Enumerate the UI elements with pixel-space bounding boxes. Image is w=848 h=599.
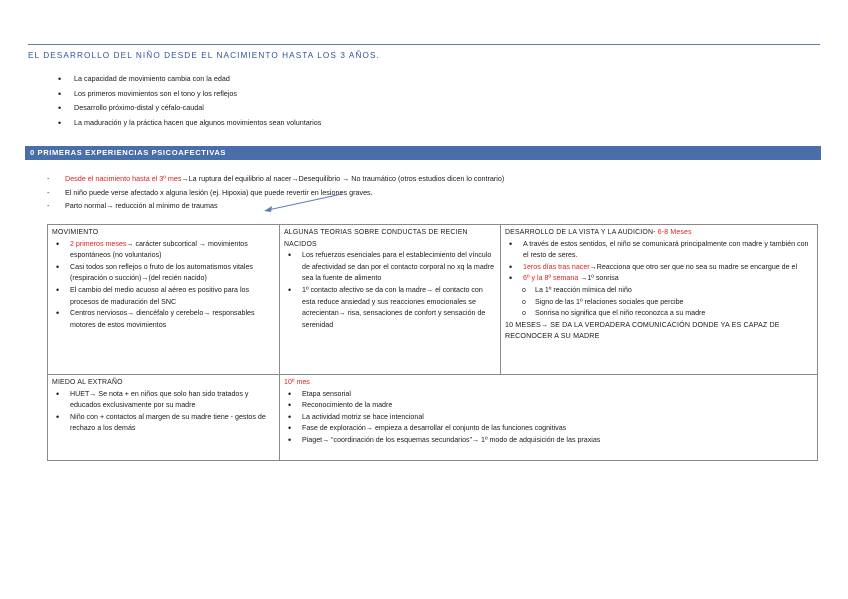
bullet-list [52,389,275,435]
list-item: o La 1º reacción mímica del niño [505,285,813,297]
content-table [47,224,818,461]
section-heading-bar: 0 PRIMERAS EXPERIENCIAS PSICOAFECTIVAS [25,146,821,160]
cell-header: MOVIMIENTO [52,229,99,236]
list-item-text: El cambio del medio acuoso al aéreo es positivo para los procesos de maduración del SNC [70,285,250,306]
cell-header: ALGUNAS TEORIAS SOBRE CONDUCTAS DE RECIEN NACIDOS [284,229,468,248]
red-highlight: 1eros días tras nacer [523,262,590,271]
list-item [505,239,813,262]
bullet-list [284,389,813,447]
intro-bullet-list [56,72,321,130]
list-item-text: → carácter subcortical → movimientos espontáneos (no voluntarios) [70,239,248,260]
cell-header [505,227,813,239]
bullet-list [284,250,496,331]
list-item: • Reconocimiento de la madre [284,400,813,412]
cell-header: 10º mes [284,378,310,386]
list-item [505,262,813,274]
list-item: • HUET→ Se nota + en niños que solo han sido tratados y educados exclusivamente por su madre [52,389,275,412]
bullet-list [52,239,275,332]
list-item-text: →Reacciona que otro ser que no sea su madre se encargue de el [589,262,798,271]
list-item: o Sonrisa no significa que el niño reconozca a su madre [505,308,813,320]
annotation-arrow-icon [262,192,344,214]
bullet-list [505,239,813,285]
red-highlight: Desde el nacimiento hasta el 3º mes [65,174,182,183]
list-item: • Etapa sensorial [284,389,813,401]
cell-teorias [280,225,501,375]
list-item [52,239,275,262]
list-item: • La actividad motriz se hace intencional [284,412,813,424]
list-item: • Desarrollo próximo-distal y céfalo-caudal [56,101,321,116]
list-item: • 1º contacto afectivo se da con la madre→ el contacto con esta reduce ansiedad y sus reacciones emocionales se acrecientan→ risa, sensaciones de confort y sensación de serenidad [284,285,496,331]
red-highlight: 6º y la 8º semana [523,274,579,283]
sub-bullet-list [505,285,813,320]
cell-header-text: DESARROLLO DE LA VISTA Y LA AUDICION- [505,229,656,236]
list-item-text: Parto normal→ reducción al mínimo de traumas [65,201,218,210]
cell-vista-audicion [501,225,818,375]
table-row [48,225,818,375]
list-item: • La capacidad de movimiento cambia con la edad [56,72,321,87]
list-item-text: →1º sonrisa [578,274,619,283]
document-heading: EL DESARROLLO DEL NIÑO DESDE EL NACIMIENTO HASTA LOS 3 AÑOS. [28,44,820,60]
list-item-text: A través de estos sentidos, el niño se comunicará principalmente con madre y también con el resto de seres. [523,239,809,260]
list-item: • Niño con + contactos al margen de su madre tiene - gestos de rechazo a los demás [52,412,275,435]
cell-footer-note: 10 MESES→ SE DA LA VERDADERA COMUNICACIÓN DONDE YA ES CAPAZ DE RECONOCER A SU MADRE [505,320,780,341]
cell-miedo-extrano [48,375,280,461]
list-item [45,172,504,186]
list-item: • Piaget→ “coordinación de los esquemas secundarios”→ 1º modo de adquisición de las praxias [284,435,813,447]
list-item-text: Casi todos son reflejos o fruto de los automatismos vitales (respiración o succión)→(del recién nacido) [70,262,253,283]
list-item [505,273,813,285]
list-item [52,308,275,331]
list-item: • Fase de exploración→ empieza a desarrollar el conjunto de las funciones cognitivas [284,423,813,435]
cell-header: MIEDO AL EXTRAÑO [52,379,123,386]
list-item-text: El niño puede verse afectado x alguna lesión (ej. Hipoxia) que puede revertir en lesiones graves. [65,187,373,197]
list-item: • La maduración y la práctica hacen que algunos movimientos sean voluntarios [56,116,321,131]
list-item [52,285,275,308]
table-row [48,375,818,461]
list-item-text: Centros nerviosos→ diencéfalo y cerebelo→ responsables motores de estos movimientos [70,309,255,329]
cell-movimiento [48,225,280,375]
cell-diez-mes [280,375,818,461]
list-item: o Signo de las 1º relaciones sociales que percibe [505,297,813,309]
list-item [52,262,275,285]
list-item: • Los primeros movimientos son el tono y los reflejos [56,87,321,102]
red-highlight: 2 primeros meses [70,239,127,248]
list-item: • Los refuerzos esenciales para el establecimiento del vínculo de afectividad se dan por el contacto corporal no xq la madre sea la fuente de alimento [284,250,496,285]
list-item-text: →La ruptura del equilibrio al nacer→Desequilibrio → No traumático (otros estudios dicen lo contrario) [181,174,505,183]
red-highlight: 6-8 Meses [655,229,692,236]
